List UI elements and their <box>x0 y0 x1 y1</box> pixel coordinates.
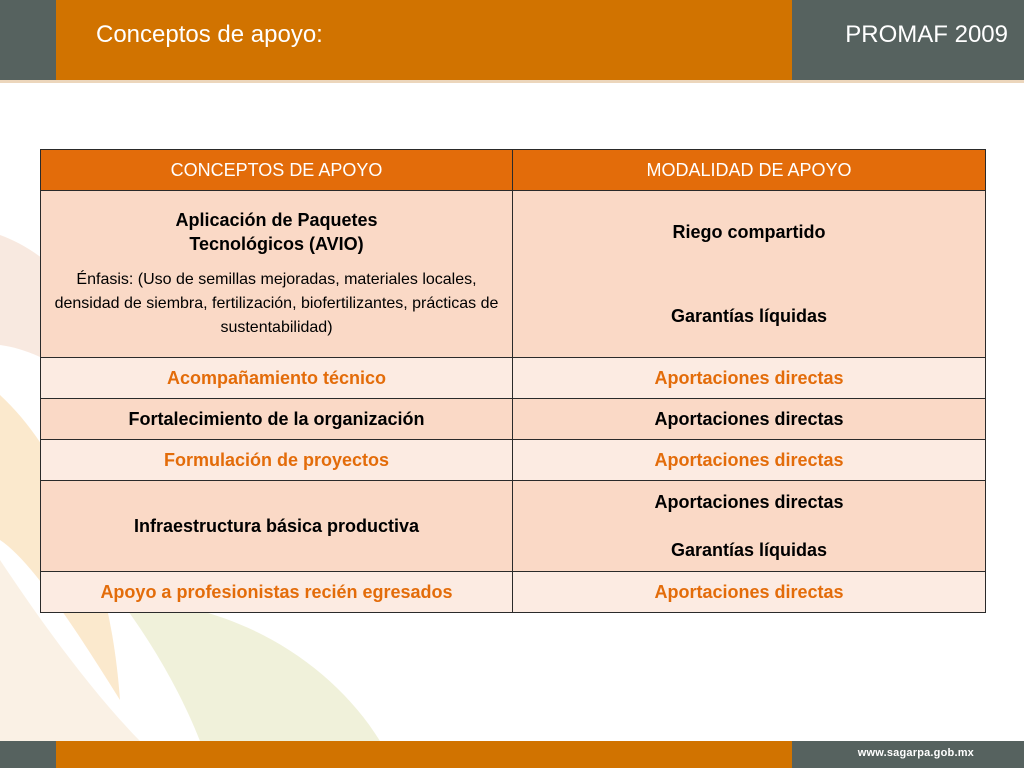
header-concepts: CONCEPTOS DE APOYO <box>41 150 513 191</box>
concept-cell <box>41 191 513 358</box>
modality-cell: Aportaciones directas <box>513 358 986 399</box>
program-title: PROMAF 2009 <box>845 21 1008 48</box>
footer-url[interactable]: www.sagarpa.gob.mx <box>857 747 974 759</box>
concept-cell: Apoyo a profesionistas recién egresados <box>41 572 513 613</box>
modality-item: Aportaciones directas <box>654 492 844 512</box>
table-row <box>41 481 986 572</box>
header-divider <box>0 80 1024 83</box>
modality-cell: Aportaciones directas <box>513 440 986 481</box>
table-row <box>41 399 986 440</box>
header-bar <box>0 0 1024 80</box>
avio-title-line2: Tecnológicos (AVIO) <box>189 234 364 254</box>
table-row <box>41 191 986 358</box>
modality-item: Garantías líquidas <box>670 540 828 560</box>
header-modality: MODALIDAD DE APOYO <box>513 150 986 191</box>
modality-cell <box>513 481 986 572</box>
table-row <box>41 358 986 399</box>
modality-cell <box>513 191 986 358</box>
header-left-block <box>0 0 56 80</box>
concept-cell: Acompañamiento técnico <box>41 358 513 399</box>
modality-cell: Aportaciones directas <box>513 399 986 440</box>
slide-title: Conceptos de apoyo: <box>96 21 323 48</box>
footer-band <box>56 741 792 768</box>
table-row <box>41 440 986 481</box>
table-header-row <box>41 150 986 191</box>
modality-item: Riego compartido <box>672 222 826 242</box>
modality-cell: Aportaciones directas <box>513 572 986 613</box>
concept-cell: Formulación de proyectos <box>41 440 513 481</box>
avio-title-line1: Aplicación de Paquetes <box>175 210 378 230</box>
concept-cell: Fortalecimiento de la organización <box>41 399 513 440</box>
modality-item: Garantías líquidas <box>670 306 828 326</box>
concept-cell: Infraestructura básica productiva <box>41 481 513 572</box>
footer-left-block <box>0 741 56 768</box>
table-row <box>41 572 986 613</box>
footer-bar <box>0 741 1024 768</box>
avio-emphasis: Énfasis: (Uso de semillas mejoradas, materiales locales, densidad de siembra, fertilización, biofertilizantes, prácticas de sustentabilidad) <box>54 271 499 336</box>
support-concepts-table <box>40 149 986 613</box>
